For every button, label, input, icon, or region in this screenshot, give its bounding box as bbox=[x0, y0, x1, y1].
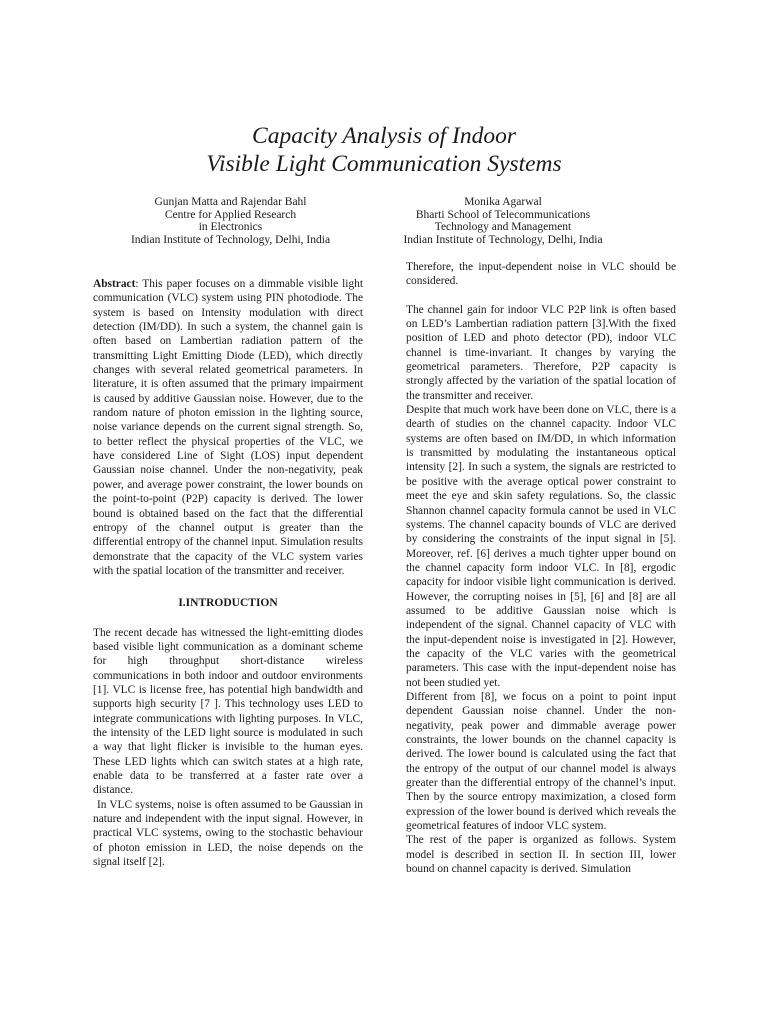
author-affiliation: Centre for Applied Research bbox=[164, 208, 297, 221]
paragraph: In VLC systems, noise is often assumed to be Gaussian in nature and independent with the input signal. However, in practical VLC systems, owing to the stochastic behaviour of photon emission in LED, the noise depends on the signal itself [2]. bbox=[93, 798, 363, 869]
author-affiliation: in Electronics bbox=[198, 221, 263, 234]
paragraph: The channel gain for indoor VLC P2P link is often based on LED’s Lambertian radiation pattern [3].With the fixed position of LED and photo detector (PD), indoor VLC channel is time-invariant. It changes by varying the geometrical parameters. Therefore, P2P capacity is strongly affected by the variation of the spatial location of the transmitter and receiver. bbox=[406, 303, 676, 402]
author-institute: Indian Institute of Technology, Delhi, India bbox=[130, 233, 331, 246]
author-names: Monika Agarwal bbox=[464, 196, 542, 208]
paper-title bbox=[0, 122, 768, 178]
abstract bbox=[93, 277, 363, 578]
author-block-right bbox=[386, 196, 620, 246]
abstract-text: : This paper focuses on a dimmable visible light communication (VLC) system using PIN photodiode. The system is based on Intensity modulation with direct detection (IM/DD). In such a system, the channel gain is often based on Lambertian radiation pattern of the transmitting Light Emitting Diode (LED), which directly changes with several related geometrical parameters. In literature, it is often assumed that the primary impairment is caused by additive Gaussian noise. However, due to the random nature of photon emission in the lighting source, noise variance depends on the current signal strength. So, to better reflect the physical properties of the VLC, we have considered Line of Sight (LOS) input dependent Gaussian noise channel. Under the non-negativity, peak power, and average power constraint, the lower bounds on the point-to-point (P2P) capacity is derived. The lower bound is obtained based on the fact that the differential entropy of the channel output is greater than the differential entropy of the channel input. Simulation results demonstrate that the capacity of the VLC system varies with the spatial location of the transmitter and receiver. bbox=[93, 278, 363, 577]
paragraph: Different from [8], we focus on a point to point input dependent Gaussian noise channel. Under the non-negativity, peak power and dimmable average power constraints, the lower bounds on the channel capacity is derived. The lower bound is calculated using the fact that the entropy of the output of our channel model is always greater than the differential entropy of the channel’s input. Then by the source entropy maximization, a closed form expression of the lower bound is derived which reveals the geometrical features of indoor VLC system. bbox=[406, 690, 676, 833]
paragraph: Despite that much work have been done on VLC, there is a dearth of studies on the channel capacity. Indoor VLC systems are often based on IM/DD, in which information is transmitted by modulating the instantaneous optical intensity [2]. In such a system, the signals are restricted to be positive with the average optical power constraint to meet the eye and skin safety regulations. So, the classic Shannon channel capacity formula cannot be used in VLC systems. The channel capacity bounds of VLC are derived by considering the constraints of the input signal in [5]. Moreover, ref. [6] derives a much tighter upper bound on the channel capacity form indoor VLC. In [8], ergodic capacity for indoor visible light communication is derived. However, the corrupting noises in [5], [6] and [8] are all assumed to be additive Gaussian noise which is independent of the signal. Channel capacity of VLC with the input-dependent noise is investigated in [2]. However, the capacity of the VLC varies with the geometrical parameters. This case with the input-dependent noise has not been studied yet. bbox=[406, 404, 676, 689]
paragraph: Therefore, the input-dependent noise in VLC should be considered. bbox=[406, 261, 676, 288]
abstract-label: Abstract bbox=[93, 278, 136, 290]
author-names: Gunjan Matta and Rajendar Bahl bbox=[154, 196, 307, 208]
left-column bbox=[93, 277, 363, 869]
paragraph: The recent decade has witnessed the light-emitting diodes based visible light communication as a dominant scheme for high throughput short-distance wireless communications in both indoor and outdoor environments [1]. VLC is license free, has potential high bandwidth and supports high security [7 ]. This technology uses LED to integrate communications with lighting purposes. In VLC, the intensity of the LED light source is modulated in such a way that light flicker is invisible to the human eyes. These LED lights which can switch states at a high rate, enable data to be transferred at a faster rate over a distance. bbox=[93, 626, 363, 797]
author-block-left bbox=[108, 196, 353, 246]
author-affiliation: Technology and Management bbox=[434, 221, 572, 234]
author-institute: Indian Institute of Technology, Delhi, India bbox=[403, 233, 603, 246]
title-line-2: Visible Light Communication Systems bbox=[206, 151, 562, 177]
section-heading-introduction: I.INTRODUCTION bbox=[178, 597, 278, 610]
author-affiliation: Bharti School of Telecommunications bbox=[415, 208, 591, 221]
paragraph: The rest of the paper is organized as follows. System model is described in section II. In section III, lower bound on channel capacity is derived. Simulation bbox=[406, 834, 676, 876]
title-line-1: Capacity Analysis of Indoor bbox=[252, 123, 516, 149]
right-column bbox=[406, 260, 676, 876]
